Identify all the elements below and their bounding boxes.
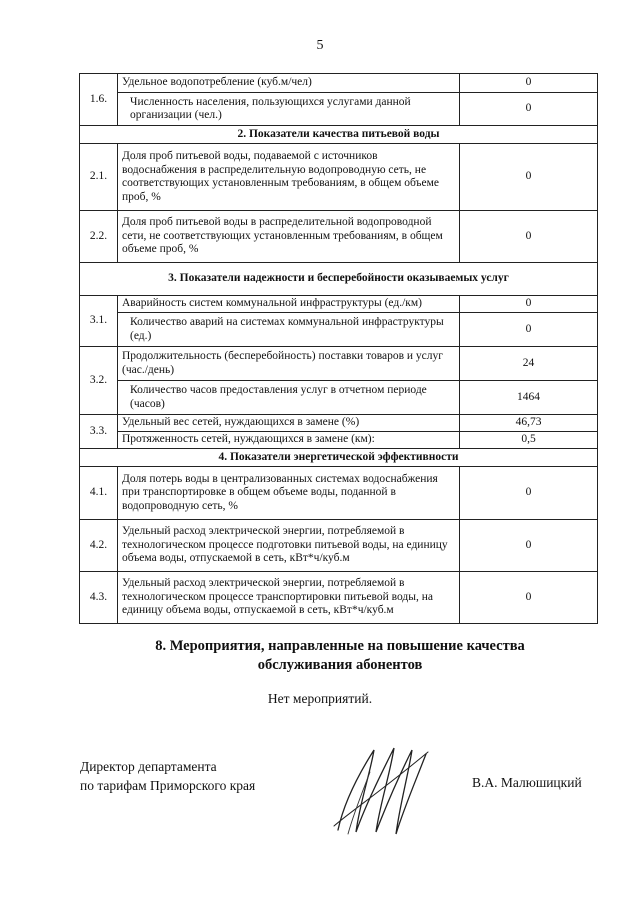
row-number: 2.1. [80, 144, 118, 211]
section-8-title-line2: обслуживания абонентов [257, 657, 423, 673]
table-row [80, 415, 598, 432]
indicator-name: Удельный расход электрической энергии, потребляемой в технологическом процессе транспортировки питьевой воды, на единицу объема воды, отпускаемой в сеть, кВт*ч/куб.м [118, 572, 460, 624]
table-row [80, 93, 598, 126]
section-8-title-line1: 8. Мероприятия, направленные на повышение качества [155, 638, 525, 654]
section-header-row [80, 126, 598, 144]
indicator-name: Доля проб питьевой воды в распределительной водопроводной сети, не соответствующих установленным требованиям, в общем объеме проб, % [118, 211, 460, 263]
section-header: 3. Показатели надежности и бесперебойности оказываемых услуг [80, 263, 598, 296]
table-row [80, 347, 598, 381]
indicator-name: Доля потерь воды в централизованных системах водоснабжения при транспортировке в общем объеме воды, поданной в водопроводную сеть, % [118, 467, 460, 520]
indicator-name: Удельный вес сетей, нуждающихся в замене (%) [118, 415, 460, 432]
row-number: 3.1. [80, 296, 118, 347]
table-row [80, 313, 598, 347]
row-number: 1.6. [80, 74, 118, 126]
row-number: 3.3. [80, 415, 118, 449]
indicator-value: 0 [460, 211, 598, 263]
indicator-name: Количество часов предоставления услуг в отчетном периоде (часов) [118, 381, 460, 415]
row-number: 4.2. [80, 520, 118, 572]
indicator-value: 24 [460, 347, 598, 381]
indicator-name: Количество аварий на системах коммунальной инфраструктуры (ед.) [118, 313, 460, 347]
signer-position-line2: по тарифам Приморского края [80, 778, 256, 793]
section-header: 4. Показатели энергетической эффективности [80, 449, 598, 467]
indicator-name: Протяженность сетей, нуждающихся в замене (км): [118, 432, 460, 449]
indicator-name: Продолжительность (бесперебойность) поставки товаров и услуг (час./день) [118, 347, 460, 381]
indicator-value: 0 [460, 93, 598, 126]
row-number: 3.2. [80, 347, 118, 415]
table-row [80, 520, 598, 572]
row-number: 4.3. [80, 572, 118, 624]
indicator-value: 1464 [460, 381, 598, 415]
indicator-name: Доля проб питьевой воды, подаваемой с источников водоснабжения в распределительную водопроводную сеть, не соответствующих установленным требованиям, в общем объеме проб, % [118, 144, 460, 211]
indicator-name: Численность населения, пользующихся услугами данной организации (чел.) [118, 93, 460, 126]
indicator-value: 0 [460, 296, 598, 313]
section-header: 2. Показатели качества питьевой воды [80, 126, 598, 144]
signer-position [80, 757, 255, 795]
section-header-row [80, 263, 598, 296]
table-row [80, 432, 598, 449]
table-row [80, 572, 598, 624]
row-number: 2.2. [80, 211, 118, 263]
indicator-value: 0 [460, 74, 598, 93]
indicator-value: 0 [460, 572, 598, 624]
row-number: 4.1. [80, 467, 118, 520]
table-row [80, 211, 598, 263]
indicator-value: 0 [460, 520, 598, 572]
table-row [80, 74, 598, 93]
section-header-row [80, 449, 598, 467]
indicators-table [79, 73, 598, 624]
signer-position-line1: Директор департамента [80, 759, 217, 774]
section-8-body: Нет мероприятий. [267, 691, 373, 706]
indicator-value: 0 [460, 144, 598, 211]
indicator-value: 0,5 [460, 432, 598, 449]
table-row [80, 381, 598, 415]
indicator-value: 0 [460, 467, 598, 520]
indicator-value: 0 [460, 313, 598, 347]
table-row [80, 296, 598, 313]
page-number: 5 [316, 38, 324, 53]
indicator-name: Удельное водопотребление (куб.м/чел) [118, 74, 460, 93]
indicator-value: 46,73 [460, 415, 598, 432]
indicator-name: Удельный расход электрической энергии, потребляемой в технологическом процессе подготовки питьевой воды, на единицу объема воды, отпускаемой в сеть, кВт*ч/куб.м [118, 520, 460, 572]
indicator-name: Аварийность систем коммунальной инфраструктуры (ед./км) [118, 296, 460, 313]
signer-name: В.А. Малюшицкий [472, 775, 582, 790]
table-row [80, 144, 598, 211]
handwritten-signature-icon [330, 742, 430, 838]
section-8-heading [100, 637, 580, 675]
table-row [80, 467, 598, 520]
